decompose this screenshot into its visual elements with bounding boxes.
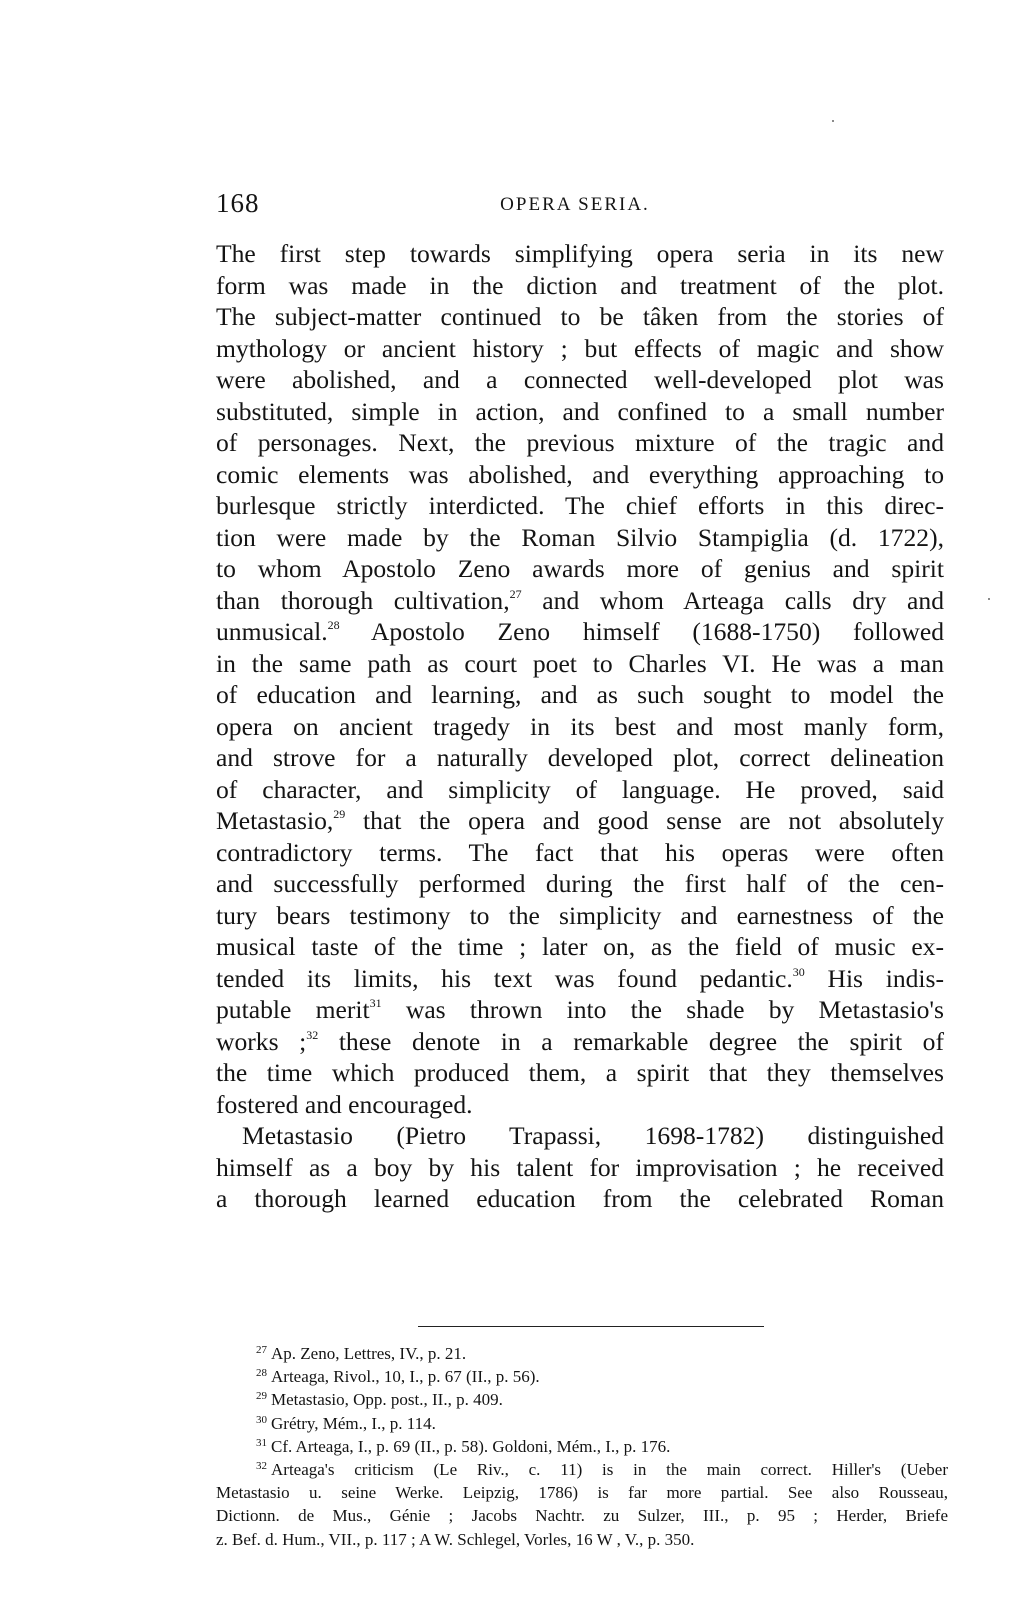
footnote — [216, 1388, 948, 1411]
text-segment: of character, and simplicity of language. He proved, said — [216, 774, 944, 804]
text-line — [216, 459, 944, 491]
footnote-reference: 31 — [369, 996, 382, 1010]
text-segment: these denote in a remarkable degree the spirit of — [318, 1026, 944, 1056]
text-segment: of education and learning, and as such sought to model the — [216, 680, 944, 709]
text-line — [216, 679, 944, 711]
text-line — [216, 963, 944, 995]
text-segment: unmusical. — [216, 617, 328, 646]
footnote-text: Arteaga's criticism (Le Riv., c. 11) is in the main correct. Hiller's (Ueber — [271, 1459, 948, 1479]
text-segment: himself as a boy by his talent for improvisation ; he received — [216, 1152, 944, 1182]
footnote-rule — [418, 1326, 764, 1327]
speck — [988, 598, 990, 600]
text-line — [216, 616, 944, 648]
text-segment: was thrown into the shade by Metastasio's — [381, 995, 944, 1024]
text-segment: a thorough learned education from the celebrated Roman — [216, 1184, 944, 1213]
text-line — [216, 837, 944, 869]
text-segment: Metastasio, — [216, 806, 334, 835]
text-line — [216, 301, 944, 333]
footnote-number: 32 — [256, 1459, 267, 1472]
text-line — [216, 711, 944, 743]
text-line — [216, 238, 944, 270]
text-line — [216, 931, 944, 963]
text-segment: in the same path as court poet to Charles VI. He was a man — [216, 648, 944, 678]
text-line — [216, 868, 944, 900]
footnote — [216, 1481, 948, 1504]
footnote-number: 27 — [256, 1344, 267, 1356]
text-line — [216, 396, 944, 428]
text-segment: and successfully performed during the first half of the cen- — [216, 869, 944, 898]
text-segment: and strove for a naturally developed plot, correct delineation — [216, 743, 944, 772]
text-line — [216, 1026, 944, 1058]
text-segment: works ; — [216, 1026, 307, 1056]
text-segment: contradictory terms. The fact that his operas were often — [216, 837, 944, 867]
footnote-number: 28 — [256, 1367, 267, 1380]
text-line — [216, 364, 944, 396]
text-line — [216, 742, 944, 774]
footnote-number: 30 — [256, 1413, 267, 1426]
text-segment: opera on ancient tragedy in its best and most manly form, — [216, 711, 944, 741]
footnote-number: 31 — [256, 1436, 267, 1449]
footnote-text: Ap. Zeno, Lettres, IV., p. 21. — [271, 1344, 467, 1363]
text-segment: The subject-matter continued to be tâken from the stories of — [216, 302, 944, 331]
body-text — [216, 238, 944, 1215]
text-line — [216, 994, 944, 1026]
footnote-reference: 30 — [792, 964, 805, 979]
text-segment: Metastasio (Pietro Trapassi, 1698-1782) distinguished — [242, 1121, 944, 1150]
text-segment: the time which produced them, a spirit that they themselves — [216, 1058, 944, 1087]
text-segment: and whom Arteaga calls dry and — [521, 585, 944, 615]
footnotes — [216, 1342, 948, 1551]
text-line — [216, 270, 944, 302]
text-line — [216, 1089, 944, 1121]
page-number: 168 — [216, 188, 260, 218]
text-line — [216, 1183, 944, 1215]
text-segment: tury bears testimony to the simplicity and earnestness of the — [216, 900, 944, 930]
text-line — [216, 522, 944, 554]
text-segment: that the opera and good sense are not absolutely — [345, 806, 944, 835]
text-segment: tion were made by the Roman Silvio Stampiglia (d. 1722), — [216, 522, 944, 552]
footnote-reference: 27 — [509, 586, 522, 601]
text-line — [216, 333, 944, 365]
text-segment: of personages. Next, the previous mixture of the tragic and — [216, 428, 944, 457]
text-line — [216, 900, 944, 932]
footnote-reference: 32 — [306, 1027, 319, 1042]
text-segment: musical taste of the time ; later on, as the field of music ex- — [216, 932, 944, 961]
text-segment: fostered and encouraged. — [216, 1089, 473, 1119]
footnote — [216, 1342, 948, 1365]
text-line — [216, 648, 944, 680]
text-line — [216, 427, 944, 459]
footnote-reference: 29 — [333, 807, 346, 821]
text-line — [216, 1120, 944, 1152]
footnote-reference: 28 — [327, 618, 340, 632]
text-segment: putable merit — [216, 995, 370, 1024]
footnote — [216, 1528, 948, 1551]
text-line — [216, 490, 944, 522]
text-line — [216, 585, 944, 617]
footnote-text: Metastasio u. seine Werke. Leipzig, 1786) is far more partial. See also Rousseau, — [216, 1483, 948, 1503]
text-segment: Apostolo Zeno himself (1688-1750) followed — [339, 617, 944, 646]
text-segment: His indis- — [804, 963, 945, 993]
text-segment: tended its limits, his text was found pedantic. — [216, 963, 793, 993]
running-head: OPERA SERIA. — [500, 194, 650, 215]
footnote-text: Metastasio, Opp. post., II., p. 409. — [271, 1390, 503, 1410]
footnote — [216, 1412, 948, 1435]
text-line — [216, 553, 944, 585]
footnote — [216, 1504, 948, 1527]
speck — [832, 120, 834, 122]
text-segment: comic elements was abolished, and everything approaching to — [216, 459, 944, 489]
text-segment: The first step towards simplifying opera seria in its new — [216, 239, 944, 268]
footnote — [216, 1435, 948, 1458]
text-segment: to whom Apostolo Zeno awards more of genius and spirit — [216, 554, 944, 583]
text-segment: were abolished, and a connected well-developed plot was — [216, 365, 944, 394]
text-segment: burlesque strictly interdicted. The chief efforts in this direc- — [216, 491, 944, 520]
text-line — [216, 1057, 944, 1089]
footnote-text: z. Bef. d. Hum., VII., p. 117 ; A W. Schlegel, Vorles, 16 W , V., p. 350. — [216, 1529, 695, 1549]
footnote-text: Grétry, Mém., I., p. 114. — [271, 1413, 436, 1433]
text-segment: mythology or ancient history ; but effects of magic and show — [216, 333, 944, 363]
text-segment: substituted, simple in action, and confined to a small number — [216, 396, 944, 426]
text-segment: form was made in the diction and treatment of the plot. — [216, 270, 944, 300]
footnote — [216, 1365, 948, 1388]
footnote-text: Cf. Arteaga, I., p. 69 (II., p. 58). Goldoni, Mém., I., p. 176. — [271, 1436, 671, 1456]
footnote — [216, 1458, 948, 1481]
text-segment: than thorough cultivation, — [216, 585, 510, 615]
text-line — [216, 805, 944, 837]
footnote-number: 29 — [256, 1390, 267, 1403]
footnote-text: Dictionn. de Mus., Génie ; Jacobs Nachtr. zu Sulzer, III., p. 95 ; Herder, Briefe — [216, 1506, 948, 1526]
footnote-text: Arteaga, Rivol., 10, I., p. 67 (II., p. 56). — [271, 1367, 540, 1387]
text-line — [216, 774, 944, 806]
text-line — [216, 1152, 944, 1184]
